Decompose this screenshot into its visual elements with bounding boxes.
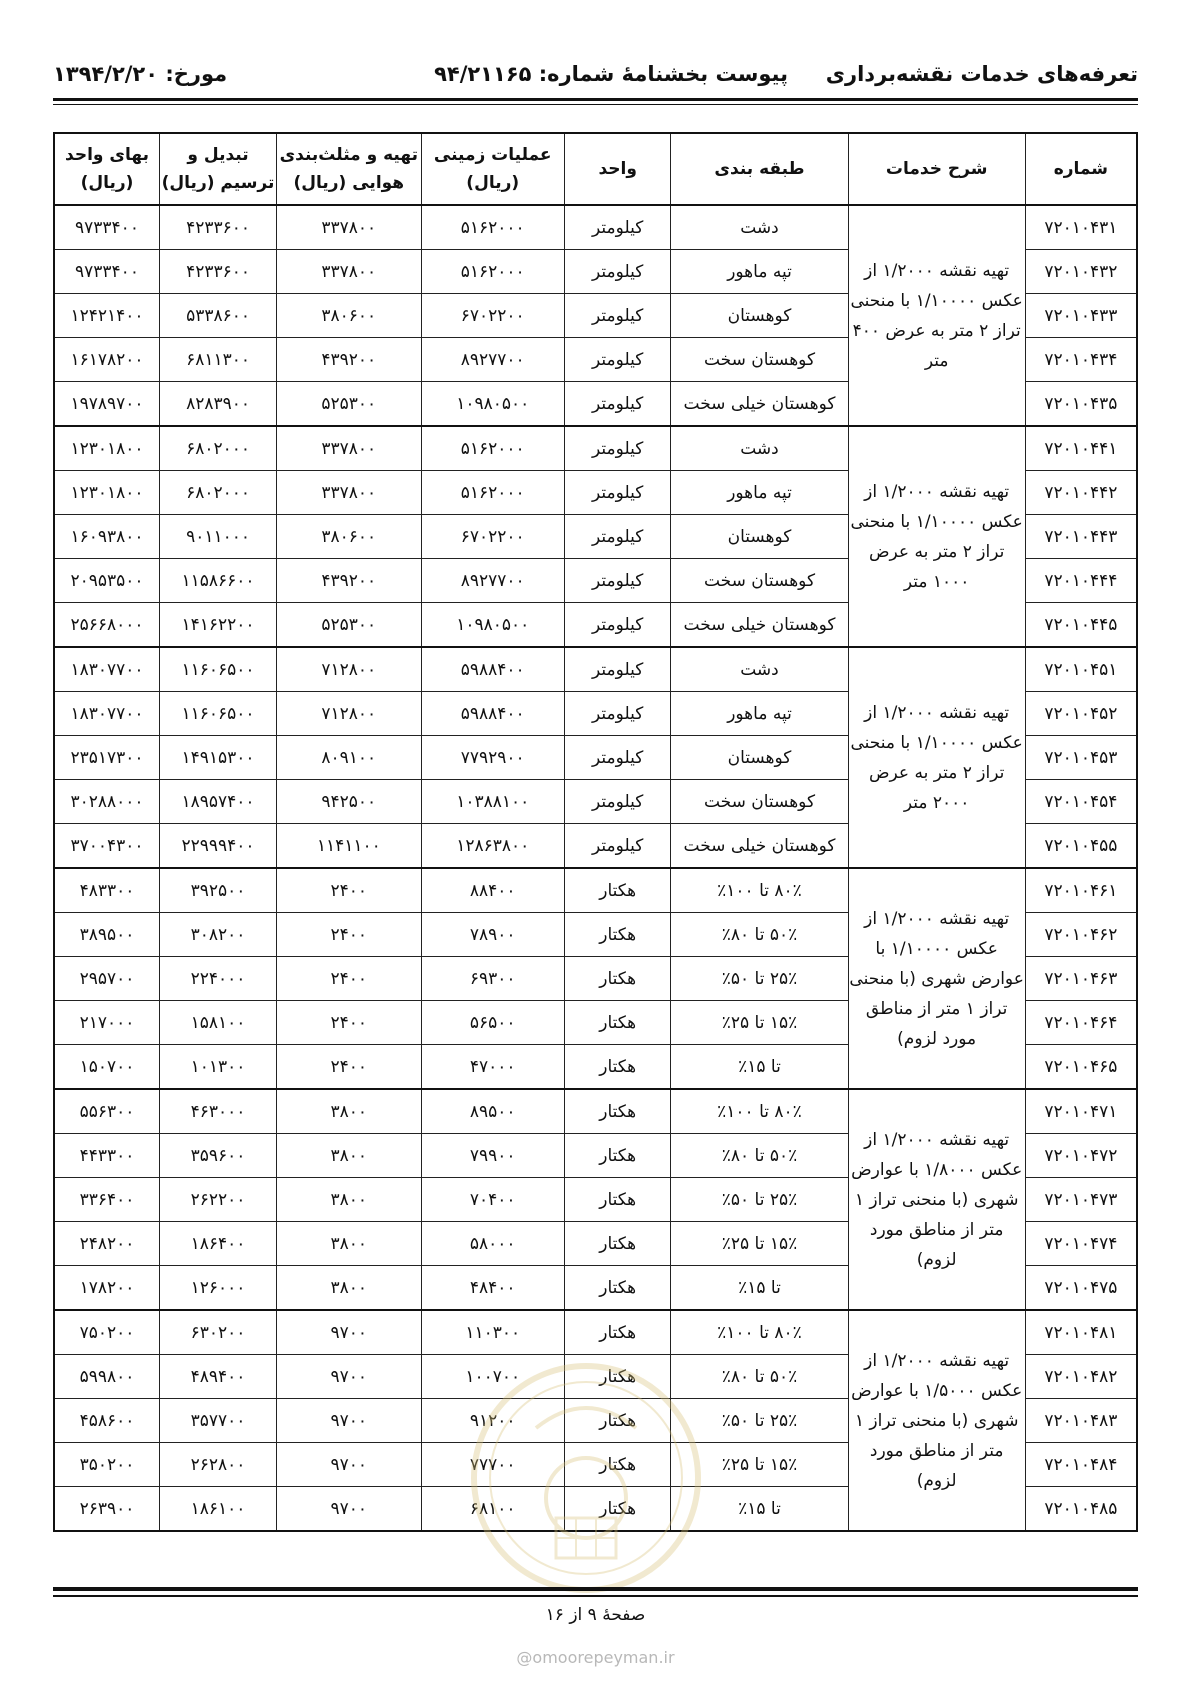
unit-price: ۲۶۳۹۰۰	[54, 1487, 160, 1532]
ground-ops-cost: ۹۱۲۰۰	[421, 1399, 564, 1443]
col-unit: واحد	[564, 133, 671, 205]
aerial-triangulation-cost: ۳۸۰۰	[277, 1089, 421, 1134]
unit: هکتار	[564, 1089, 671, 1134]
conversion-drafting-cost: ۶۸۰۲۰۰۰	[160, 471, 277, 515]
classification: ۲۵٪ تا ۵۰٪	[671, 957, 848, 1001]
classification: ۲۵٪ تا ۵۰٪	[671, 1399, 848, 1443]
ground-ops-cost: ۸۹۵۰۰	[421, 1089, 564, 1134]
ground-ops-cost: ۶۹۳۰۰	[421, 957, 564, 1001]
conversion-drafting-cost: ۳۵۷۷۰۰	[160, 1399, 277, 1443]
service-number: ۷۲۰۱۰۴۸۴	[1025, 1443, 1137, 1487]
classification: ۸۰٪ تا ۱۰۰٪	[671, 1089, 848, 1134]
classification: تپه ماهور	[671, 250, 848, 294]
classification: تا ۱۵٪	[671, 1266, 848, 1311]
unit-price: ۱۵۰۷۰۰	[54, 1045, 160, 1090]
service-number: ۷۲۰۱۰۴۳۵	[1025, 382, 1137, 427]
service-number: ۷۲۰۱۰۴۴۵	[1025, 603, 1137, 648]
aerial-triangulation-cost: ۹۷۰۰	[277, 1487, 421, 1532]
unit: کیلومتر	[564, 205, 671, 250]
ground-ops-cost: ۶۸۱۰۰	[421, 1487, 564, 1532]
conversion-drafting-cost: ۱۱۶۰۶۵۰۰	[160, 647, 277, 692]
conversion-drafting-cost: ۲۶۲۲۰۰	[160, 1178, 277, 1222]
page-header	[53, 58, 1138, 98]
col-unit-price: بهای واحد (ریال)	[54, 133, 160, 205]
classification: ۱۵٪ تا ۲۵٪	[671, 1443, 848, 1487]
footer-rule-thin	[53, 1595, 1138, 1597]
unit: هکتار	[564, 1310, 671, 1355]
classification: کوهستان	[671, 736, 848, 780]
classification: تپه ماهور	[671, 692, 848, 736]
conversion-drafting-cost: ۹۰۱۱۰۰۰	[160, 515, 277, 559]
conversion-drafting-cost: ۵۳۳۸۶۰۰	[160, 294, 277, 338]
ground-ops-cost: ۷۷۷۰۰	[421, 1443, 564, 1487]
aerial-triangulation-cost: ۳۸۰۰	[277, 1222, 421, 1266]
conversion-drafting-cost: ۱۸۹۵۷۴۰۰	[160, 780, 277, 824]
service-number: ۷۲۰۱۰۴۷۴	[1025, 1222, 1137, 1266]
unit: کیلومتر	[564, 736, 671, 780]
ground-ops-cost: ۸۹۲۷۷۰۰	[421, 338, 564, 382]
table-row	[54, 205, 1137, 250]
aerial-triangulation-cost: ۹۷۰۰	[277, 1355, 421, 1399]
ground-ops-cost: ۷۸۹۰۰	[421, 913, 564, 957]
classification: ۱۵٪ تا ۲۵٪	[671, 1222, 848, 1266]
header-rule	[53, 98, 1138, 101]
page-number: صفحهٔ ۹ از ۱۶	[545, 1605, 646, 1625]
unit-price: ۲۱۷۰۰۰	[54, 1001, 160, 1045]
ground-ops-cost: ۱۱۰۳۰۰	[421, 1310, 564, 1355]
unit-price: ۳۸۹۵۰۰	[54, 913, 160, 957]
classification: ۸۰٪ تا ۱۰۰٪	[671, 868, 848, 913]
service-number: ۷۲۰۱۰۴۸۵	[1025, 1487, 1137, 1532]
conversion-drafting-cost: ۶۸۰۲۰۰۰	[160, 426, 277, 471]
aerial-triangulation-cost: ۴۳۹۲۰۰	[277, 559, 421, 603]
service-number: ۷۲۰۱۰۴۴۳	[1025, 515, 1137, 559]
conversion-drafting-cost: ۱۰۱۳۰۰	[160, 1045, 277, 1090]
service-description: تهیه نقشه ۱/۲۰۰۰ از عکس ۱/۵۰۰۰ با عوارض شهری (با منحنی تراز ۱ متر از مناطق مورد لزوم)	[848, 1310, 1025, 1531]
footer-rule	[53, 1587, 1138, 1591]
unit: کیلومتر	[564, 515, 671, 559]
classification: تا ۱۵٪	[671, 1045, 848, 1090]
unit-price: ۲۵۶۶۸۰۰۰	[54, 603, 160, 648]
aerial-triangulation-cost: ۳۸۰۰	[277, 1178, 421, 1222]
unit-price: ۳۰۲۸۸۰۰۰	[54, 780, 160, 824]
classification: کوهستان خیلی سخت	[671, 603, 848, 648]
classification: تپه ماهور	[671, 471, 848, 515]
conversion-drafting-cost: ۳۹۲۵۰۰	[160, 868, 277, 913]
unit: هکتار	[564, 1399, 671, 1443]
unit-price: ۵۹۹۸۰۰	[54, 1355, 160, 1399]
service-number: ۷۲۰۱۰۴۶۲	[1025, 913, 1137, 957]
conversion-drafting-cost: ۶۸۱۱۳۰۰	[160, 338, 277, 382]
aerial-triangulation-cost: ۲۴۰۰	[277, 957, 421, 1001]
unit: هکتار	[564, 1045, 671, 1090]
ground-ops-cost: ۵۱۶۲۰۰۰	[421, 205, 564, 250]
ground-ops-cost: ۴۸۴۰۰	[421, 1266, 564, 1311]
service-number: ۷۲۰۱۰۴۴۲	[1025, 471, 1137, 515]
ground-ops-cost: ۷۹۹۰۰	[421, 1134, 564, 1178]
aerial-triangulation-cost: ۷۱۲۸۰۰	[277, 692, 421, 736]
aerial-triangulation-cost: ۲۴۰۰	[277, 1045, 421, 1090]
table-body	[54, 205, 1137, 1531]
unit-price: ۱۸۳۰۷۷۰۰	[54, 692, 160, 736]
unit-price: ۱۲۴۲۱۴۰۰	[54, 294, 160, 338]
website-watermark: @omoorepeyman.ir	[516, 1648, 675, 1667]
col-aerial-triangulation: تهیه و مثلث‌بندی هوایی (ریال)	[277, 133, 421, 205]
unit: هکتار	[564, 868, 671, 913]
unit: کیلومتر	[564, 692, 671, 736]
unit-price: ۳۷۰۰۴۳۰۰	[54, 824, 160, 869]
unit-price: ۲۹۵۷۰۰	[54, 957, 160, 1001]
aerial-triangulation-cost: ۵۲۵۳۰۰	[277, 382, 421, 427]
document-title: تعرفه‌های خدمات نقشه‌برداری	[825, 62, 1138, 86]
document-date: مورخ: ۱۳۹۴/۲/۲۰	[53, 62, 228, 86]
col-description: شرح خدمات	[848, 133, 1025, 205]
service-description: تهیه نقشه ۱/۲۰۰۰ از عکس ۱/۱۰۰۰۰ با منحنی تراز ۲ متر به عرض ۱۰۰۰ متر	[848, 426, 1025, 647]
aerial-triangulation-cost: ۲۴۰۰	[277, 913, 421, 957]
conversion-drafting-cost: ۱۱۵۸۶۶۰۰	[160, 559, 277, 603]
ground-ops-cost: ۶۷۰۲۲۰۰	[421, 294, 564, 338]
classification: ۵۰٪ تا ۸۰٪	[671, 1355, 848, 1399]
ground-ops-cost: ۷۰۴۰۰	[421, 1178, 564, 1222]
conversion-drafting-cost: ۱۸۶۴۰۰	[160, 1222, 277, 1266]
aerial-triangulation-cost: ۳۳۷۸۰۰	[277, 250, 421, 294]
aerial-triangulation-cost: ۷۱۲۸۰۰	[277, 647, 421, 692]
classification: دشت	[671, 647, 848, 692]
ground-ops-cost: ۷۷۹۲۹۰۰	[421, 736, 564, 780]
aerial-triangulation-cost: ۳۸۰۰	[277, 1266, 421, 1311]
ground-ops-cost: ۵۱۶۲۰۰۰	[421, 426, 564, 471]
unit: کیلومتر	[564, 250, 671, 294]
conversion-drafting-cost: ۱۵۸۱۰۰	[160, 1001, 277, 1045]
unit-price: ۲۳۵۱۷۳۰۰	[54, 736, 160, 780]
table-row	[54, 868, 1137, 913]
aerial-triangulation-cost: ۱۱۴۱۱۰۰	[277, 824, 421, 869]
classification: ۸۰٪ تا ۱۰۰٪	[671, 1310, 848, 1355]
conversion-drafting-cost: ۴۸۹۴۰۰	[160, 1355, 277, 1399]
conversion-drafting-cost: ۱۱۶۰۶۵۰۰	[160, 692, 277, 736]
service-number: ۷۲۰۱۰۴۵۱	[1025, 647, 1137, 692]
conversion-drafting-cost: ۴۲۳۳۶۰۰	[160, 205, 277, 250]
unit: کیلومتر	[564, 559, 671, 603]
col-number: شماره	[1025, 133, 1137, 205]
unit: هکتار	[564, 1001, 671, 1045]
header-rule-thin	[53, 104, 1138, 105]
unit-price: ۱۲۳۰۱۸۰۰	[54, 426, 160, 471]
classification: ۱۵٪ تا ۲۵٪	[671, 1001, 848, 1045]
unit-price: ۲۰۹۵۳۵۰۰	[54, 559, 160, 603]
unit: هکتار	[564, 957, 671, 1001]
unit-price: ۹۷۳۳۴۰۰	[54, 250, 160, 294]
service-number: ۷۲۰۱۰۴۴۱	[1025, 426, 1137, 471]
classification: کوهستان خیلی سخت	[671, 382, 848, 427]
ground-ops-cost: ۵۹۸۸۴۰۰	[421, 647, 564, 692]
unit-price: ۴۵۸۶۰۰	[54, 1399, 160, 1443]
col-classification: طبقه بندی	[671, 133, 848, 205]
aerial-triangulation-cost: ۴۳۹۲۰۰	[277, 338, 421, 382]
service-number: ۷۲۰۱۰۴۳۱	[1025, 205, 1137, 250]
unit: کیلومتر	[564, 780, 671, 824]
conversion-drafting-cost: ۱۲۶۰۰۰	[160, 1266, 277, 1311]
table-row	[54, 647, 1137, 692]
conversion-drafting-cost: ۶۳۰۲۰۰	[160, 1310, 277, 1355]
ground-ops-cost: ۴۷۰۰۰	[421, 1045, 564, 1090]
aerial-triangulation-cost: ۳۸۰۰	[277, 1134, 421, 1178]
aerial-triangulation-cost: ۹۷۰۰	[277, 1399, 421, 1443]
table-row	[54, 426, 1137, 471]
unit: هکتار	[564, 1443, 671, 1487]
ground-ops-cost: ۱۰۳۸۸۱۰۰	[421, 780, 564, 824]
service-number: ۷۲۰۱۰۴۷۳	[1025, 1178, 1137, 1222]
unit-price: ۵۵۶۳۰۰	[54, 1089, 160, 1134]
service-number: ۷۲۰۱۰۴۷۵	[1025, 1266, 1137, 1311]
service-description: تهیه نقشه ۱/۲۰۰۰ از عکس ۱/۱۰۰۰۰ با منحنی تراز ۲ متر به عرض ۲۰۰۰ متر	[848, 647, 1025, 868]
conversion-drafting-cost: ۲۲۹۹۹۴۰۰	[160, 824, 277, 869]
aerial-triangulation-cost: ۹۷۰۰	[277, 1310, 421, 1355]
conversion-drafting-cost: ۲۶۲۸۰۰	[160, 1443, 277, 1487]
unit: هکتار	[564, 1266, 671, 1311]
aerial-triangulation-cost: ۵۲۵۳۰۰	[277, 603, 421, 648]
ground-ops-cost: ۶۷۰۲۲۰۰	[421, 515, 564, 559]
unit: کیلومتر	[564, 382, 671, 427]
conversion-drafting-cost: ۲۲۴۰۰۰	[160, 957, 277, 1001]
aerial-triangulation-cost: ۳۳۷۸۰۰	[277, 205, 421, 250]
unit-price: ۱۶۰۹۳۸۰۰	[54, 515, 160, 559]
table-header-row	[54, 133, 1137, 205]
ground-ops-cost: ۵۹۸۸۴۰۰	[421, 692, 564, 736]
aerial-triangulation-cost: ۳۳۷۸۰۰	[277, 471, 421, 515]
aerial-triangulation-cost: ۳۳۷۸۰۰	[277, 426, 421, 471]
classification: دشت	[671, 205, 848, 250]
ground-ops-cost: ۵۸۰۰۰	[421, 1222, 564, 1266]
col-ground-ops: عملیات زمینی (ریال)	[421, 133, 564, 205]
classification: کوهستان	[671, 294, 848, 338]
service-number: ۷۲۰۱۰۴۵۲	[1025, 692, 1137, 736]
service-description: تهیه نقشه ۱/۲۰۰۰ از عکس ۱/۸۰۰۰ با عوارض شهری (با منحنی تراز ۱ متر از مناطق مورد لزوم)	[848, 1089, 1025, 1310]
table-row	[54, 1310, 1137, 1355]
unit-price: ۱۹۷۸۹۷۰۰	[54, 382, 160, 427]
conversion-drafting-cost: ۱۴۹۱۵۳۰۰	[160, 736, 277, 780]
service-number: ۷۲۰۱۰۴۳۲	[1025, 250, 1137, 294]
unit-price: ۱۷۸۲۰۰	[54, 1266, 160, 1311]
service-description: تهیه نقشه ۱/۲۰۰۰ از عکس ۱/۱۰۰۰۰ با منحنی تراز ۲ متر به عرض ۴۰۰ متر	[848, 205, 1025, 426]
ground-ops-cost: ۵۶۵۰۰	[421, 1001, 564, 1045]
conversion-drafting-cost: ۸۲۸۳۹۰۰	[160, 382, 277, 427]
unit-price: ۱۲۳۰۱۸۰۰	[54, 471, 160, 515]
aerial-triangulation-cost: ۲۴۰۰	[277, 1001, 421, 1045]
ground-ops-cost: ۵۱۶۲۰۰۰	[421, 250, 564, 294]
unit-price: ۱۸۳۰۷۷۰۰	[54, 647, 160, 692]
conversion-drafting-cost: ۴۲۳۳۶۰۰	[160, 250, 277, 294]
conversion-drafting-cost: ۱۴۱۶۲۲۰۰	[160, 603, 277, 648]
service-number: ۷۲۰۱۰۴۳۴	[1025, 338, 1137, 382]
service-number: ۷۲۰۱۰۴۵۵	[1025, 824, 1137, 869]
ground-ops-cost: ۱۰۰۷۰۰	[421, 1355, 564, 1399]
classification: کوهستان سخت	[671, 338, 848, 382]
service-number: ۷۲۰۱۰۴۴۴	[1025, 559, 1137, 603]
unit-price: ۳۵۰۲۰۰	[54, 1443, 160, 1487]
unit: هکتار	[564, 913, 671, 957]
service-number: ۷۲۰۱۰۴۳۳	[1025, 294, 1137, 338]
conversion-drafting-cost: ۳۰۸۲۰۰	[160, 913, 277, 957]
service-description: تهیه نقشه ۱/۲۰۰۰ از عکس ۱/۱۰۰۰۰ با عوارض شهری (با منحنی تراز ۱ متر از مناطق مورد لزوم)	[848, 868, 1025, 1089]
service-number: ۷۲۰۱۰۴۶۱	[1025, 868, 1137, 913]
unit: کیلومتر	[564, 471, 671, 515]
classification: کوهستان سخت	[671, 780, 848, 824]
service-number: ۷۲۰۱۰۴۸۱	[1025, 1310, 1137, 1355]
unit: کیلومتر	[564, 294, 671, 338]
service-number: ۷۲۰۱۰۴۸۳	[1025, 1399, 1137, 1443]
unit-price: ۱۶۱۷۸۲۰۰	[54, 338, 160, 382]
unit: کیلومتر	[564, 426, 671, 471]
unit-price: ۲۴۸۲۰۰	[54, 1222, 160, 1266]
service-number: ۷۲۰۱۰۴۶۴	[1025, 1001, 1137, 1045]
service-number: ۷۲۰۱۰۴۶۳	[1025, 957, 1137, 1001]
classification: ۵۰٪ تا ۸۰٪	[671, 1134, 848, 1178]
aerial-triangulation-cost: ۸۰۹۱۰۰	[277, 736, 421, 780]
unit-price: ۷۵۰۲۰۰	[54, 1310, 160, 1355]
table-row	[54, 1089, 1137, 1134]
aerial-triangulation-cost: ۹۷۰۰	[277, 1443, 421, 1487]
ground-ops-cost: ۱۰۹۸۰۵۰۰	[421, 382, 564, 427]
unit-price: ۴۴۳۳۰۰	[54, 1134, 160, 1178]
service-number: ۷۲۰۱۰۴۵۳	[1025, 736, 1137, 780]
col-conversion-drafting: تبدیل و ترسیم (ریال)	[160, 133, 277, 205]
classification: ۵۰٪ تا ۸۰٪	[671, 913, 848, 957]
unit: هکتار	[564, 1355, 671, 1399]
unit-price: ۳۳۶۴۰۰	[54, 1178, 160, 1222]
classification: کوهستان	[671, 515, 848, 559]
ground-ops-cost: ۱۲۸۶۳۸۰۰	[421, 824, 564, 869]
classification: ۲۵٪ تا ۵۰٪	[671, 1178, 848, 1222]
conversion-drafting-cost: ۴۶۳۰۰۰	[160, 1089, 277, 1134]
unit-price: ۴۸۳۳۰۰	[54, 868, 160, 913]
service-number: ۷۲۰۱۰۴۵۴	[1025, 780, 1137, 824]
unit: کیلومتر	[564, 824, 671, 869]
classification: تا ۱۵٪	[671, 1487, 848, 1532]
service-number: ۷۲۰۱۰۴۶۵	[1025, 1045, 1137, 1090]
aerial-triangulation-cost: ۹۴۲۵۰۰	[277, 780, 421, 824]
ground-ops-cost: ۸۸۴۰۰	[421, 868, 564, 913]
service-number: ۷۲۰۱۰۴۷۱	[1025, 1089, 1137, 1134]
classification: کوهستان سخت	[671, 559, 848, 603]
aerial-triangulation-cost: ۳۸۰۶۰۰	[277, 515, 421, 559]
aerial-triangulation-cost: ۲۴۰۰	[277, 868, 421, 913]
attachment-number: پیوست بخشنامهٔ شماره: ۹۴/۲۱۱۶۵	[434, 62, 788, 86]
aerial-triangulation-cost: ۳۸۰۶۰۰	[277, 294, 421, 338]
unit: هکتار	[564, 1134, 671, 1178]
ground-ops-cost: ۵۱۶۲۰۰۰	[421, 471, 564, 515]
unit: هکتار	[564, 1222, 671, 1266]
unit: کیلومتر	[564, 338, 671, 382]
service-number: ۷۲۰۱۰۴۷۲	[1025, 1134, 1137, 1178]
unit: هکتار	[564, 1487, 671, 1532]
unit-price: ۹۷۳۳۴۰۰	[54, 205, 160, 250]
ground-ops-cost: ۱۰۹۸۰۵۰۰	[421, 603, 564, 648]
tariff-table	[53, 132, 1138, 1532]
unit: کیلومتر	[564, 647, 671, 692]
classification: کوهستان خیلی سخت	[671, 824, 848, 869]
unit: کیلومتر	[564, 603, 671, 648]
unit: هکتار	[564, 1178, 671, 1222]
conversion-drafting-cost: ۳۵۹۶۰۰	[160, 1134, 277, 1178]
ground-ops-cost: ۸۹۲۷۷۰۰	[421, 559, 564, 603]
conversion-drafting-cost: ۱۸۶۱۰۰	[160, 1487, 277, 1532]
classification: دشت	[671, 426, 848, 471]
service-number: ۷۲۰۱۰۴۸۲	[1025, 1355, 1137, 1399]
